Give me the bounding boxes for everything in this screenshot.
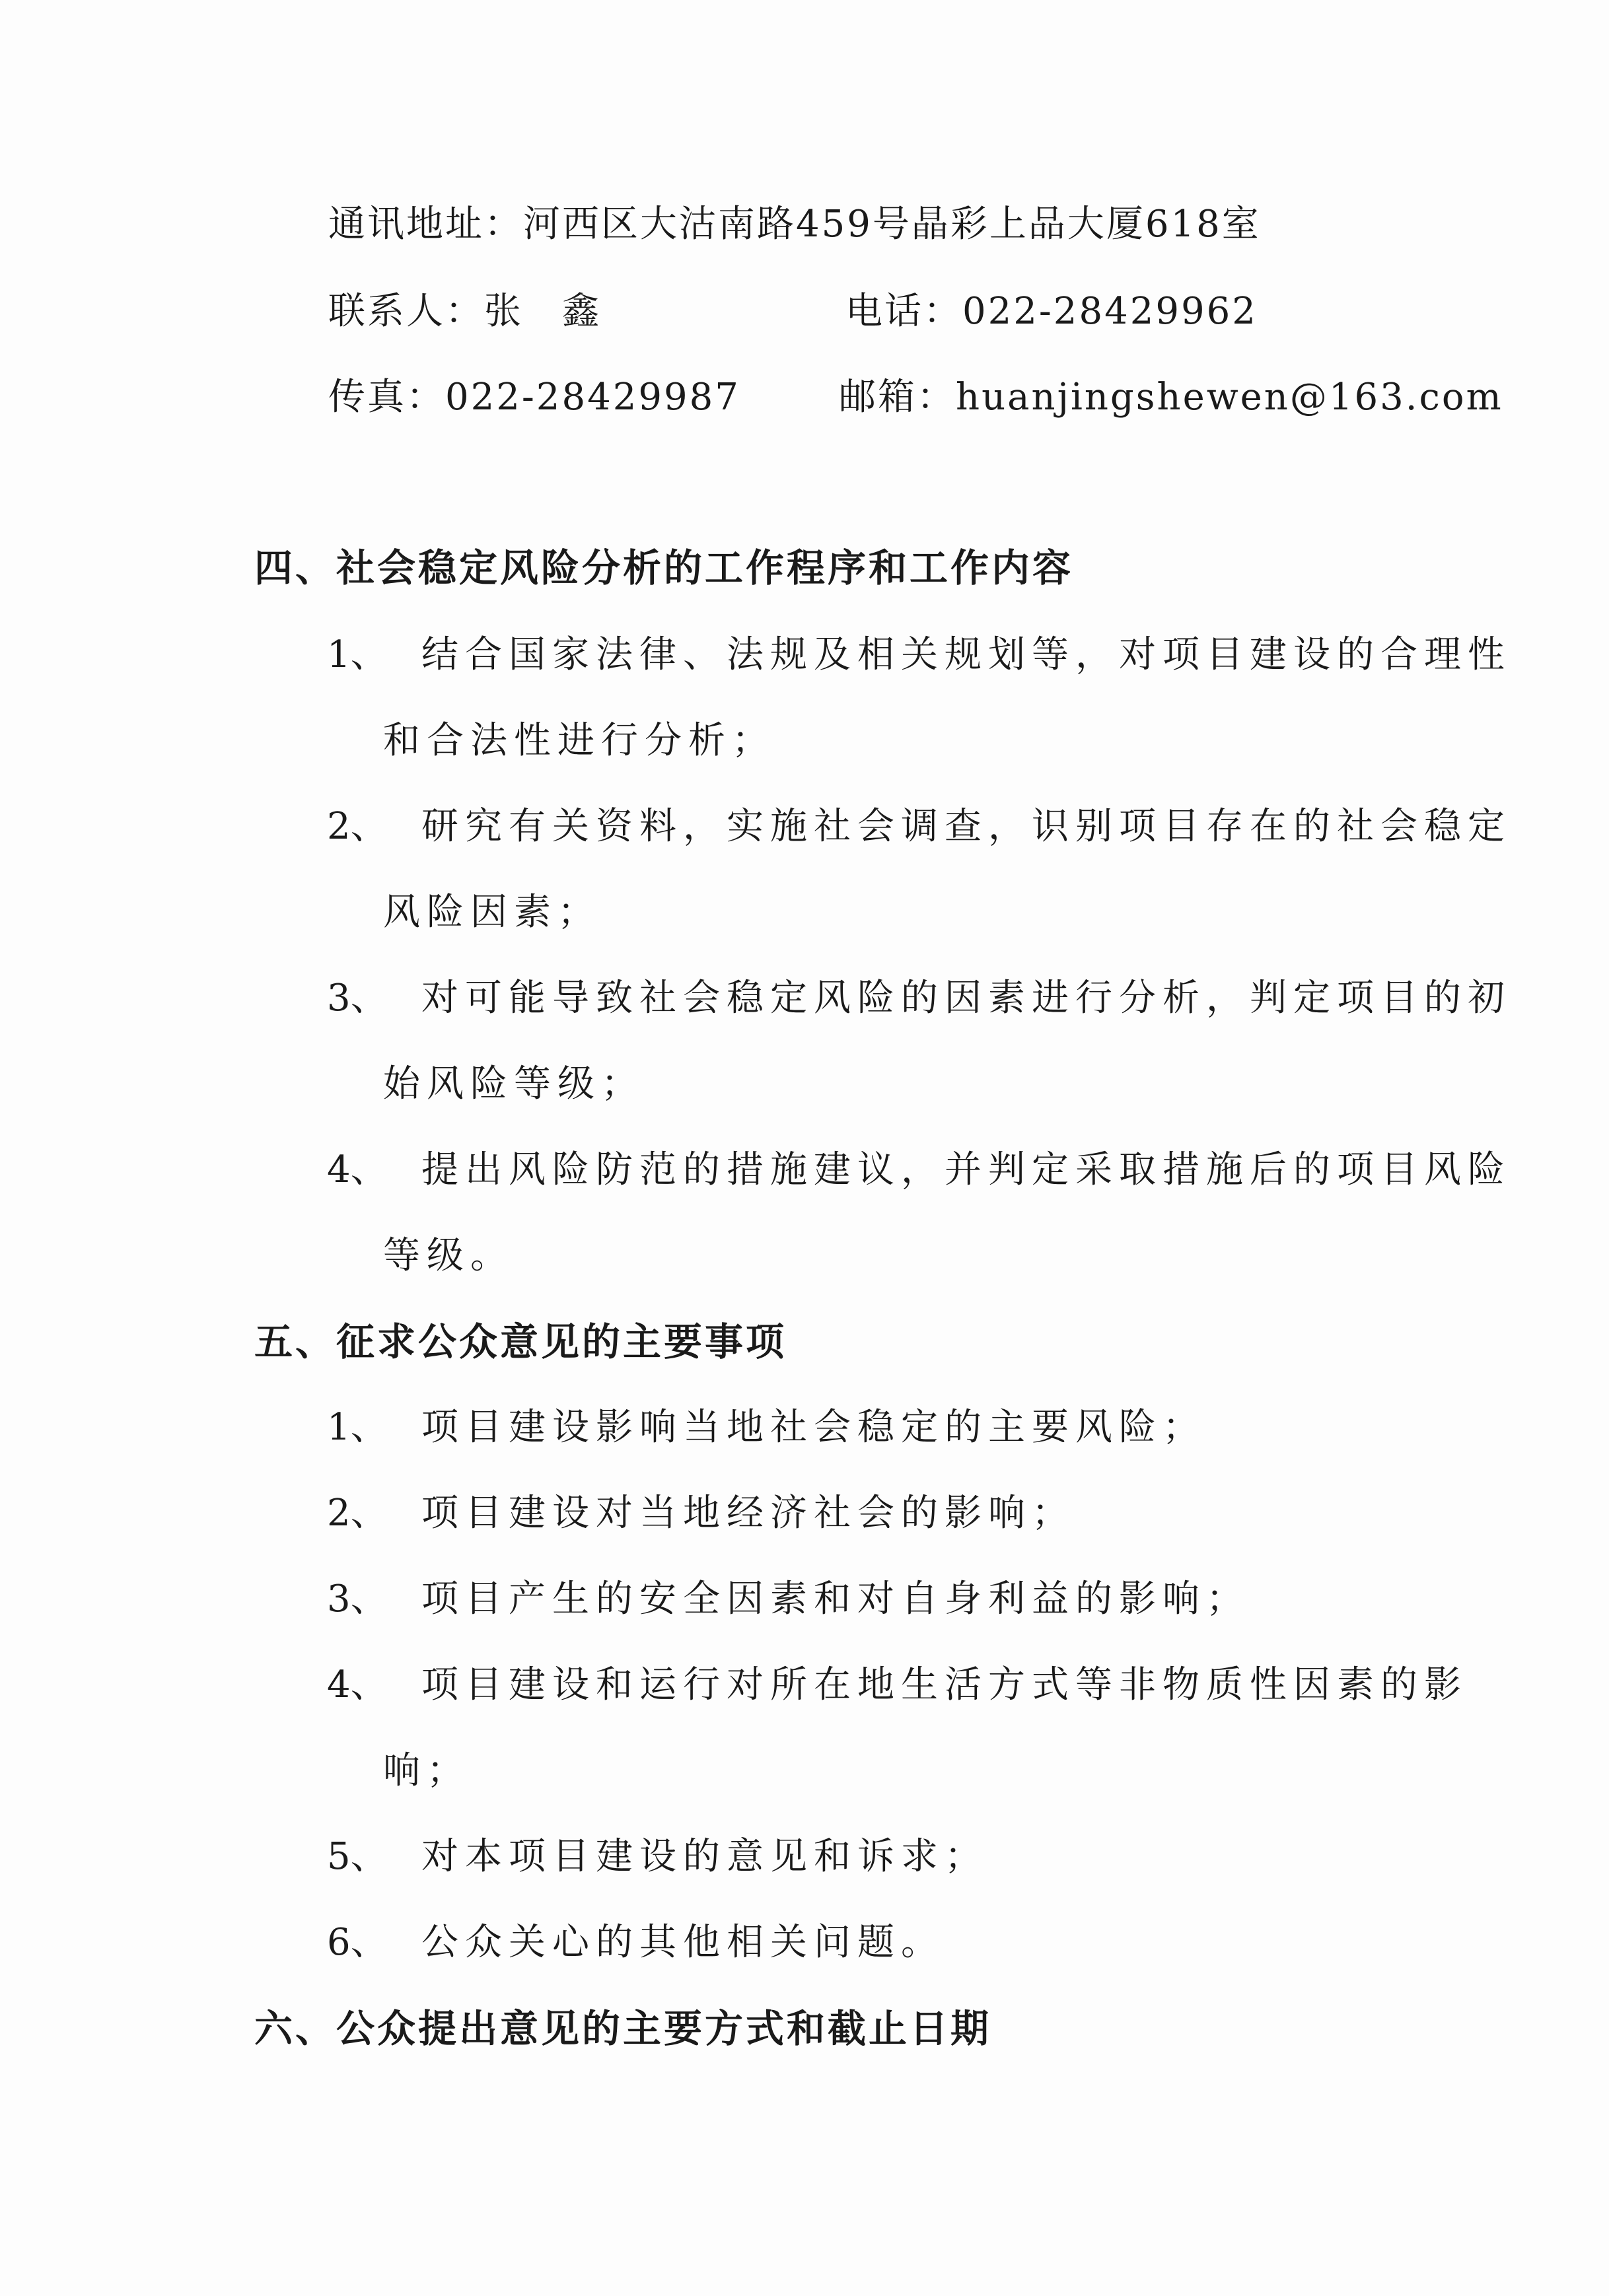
s4-item-2-line2: 风险因素； — [383, 891, 601, 934]
s4-item-1-number: 1、 — [327, 633, 388, 676]
s4-item-3-line1: 对可能导致社会稳定风险的因素进行分析，判定项目的初 — [421, 977, 1511, 1020]
s5-item-5-line1: 对本项目建设的意见和诉求； — [421, 1835, 988, 1878]
contact-fax: 传真：022-28429987 — [328, 376, 740, 419]
s5-item-4-line1: 项目建设和运行对所在地生活方式等非物质性因素的影 — [421, 1663, 1468, 1706]
s4-item-3-line2: 始风险等级； — [383, 1062, 645, 1105]
s4-item-1-line1: 结合国家法律、法规及相关规划等，对项目建设的合理性 — [421, 633, 1511, 676]
s4-item-4-line2: 等级。 — [383, 1234, 514, 1277]
s5-item-2-line1: 项目建设对当地经济社会的影响； — [421, 1492, 1075, 1535]
s4-item-2-line1: 研究有关资料，实施社会调查，识别项目存在的社会稳定 — [421, 805, 1511, 848]
s4-item-4-line1: 提出风险防范的措施建议，并判定采取措施后的项目风险 — [421, 1148, 1511, 1191]
s4-item-4-number: 4、 — [327, 1148, 388, 1191]
contact-person: 联系人：张 鑫 — [328, 290, 601, 333]
s5-item-3-line1: 项目产生的安全因素和对自身利益的影响； — [421, 1578, 1250, 1620]
s5-item-1-line1: 项目建设影响当地社会稳定的主要风险； — [421, 1406, 1206, 1449]
contact-email: 邮箱：huanjingshewen@163.com — [839, 376, 1503, 419]
s4-item-1-line2: 和合法性进行分析； — [383, 719, 775, 762]
s5-item-4-number: 4、 — [327, 1663, 388, 1706]
s5-item-2-number: 2、 — [327, 1492, 388, 1535]
section-5-heading: 五、征求公众意见的主要事项 — [254, 1319, 787, 1364]
s5-item-3-number: 3、 — [327, 1578, 388, 1620]
s5-item-6-line1: 公众关心的其他相关问题。 — [421, 1921, 945, 1964]
s5-item-6-number: 6、 — [327, 1921, 388, 1964]
s4-item-3-number: 3、 — [327, 977, 388, 1020]
contact-address: 通讯地址：河西区大沽南路459号晶彩上品大厦618室 — [328, 203, 1261, 246]
s4-item-2-number: 2、 — [327, 805, 388, 848]
s5-item-4-line2: 响； — [383, 1749, 470, 1792]
s5-item-1-number: 1、 — [327, 1406, 388, 1449]
section-4-heading: 四、社会稳定风险分析的工作程序和工作内容 — [254, 545, 1074, 590]
section-6-heading: 六、公众提出意见的主要方式和截止日期 — [254, 2006, 992, 2051]
s5-item-5-number: 5、 — [327, 1835, 388, 1878]
contact-phone: 电话：022-28429962 — [845, 290, 1258, 333]
